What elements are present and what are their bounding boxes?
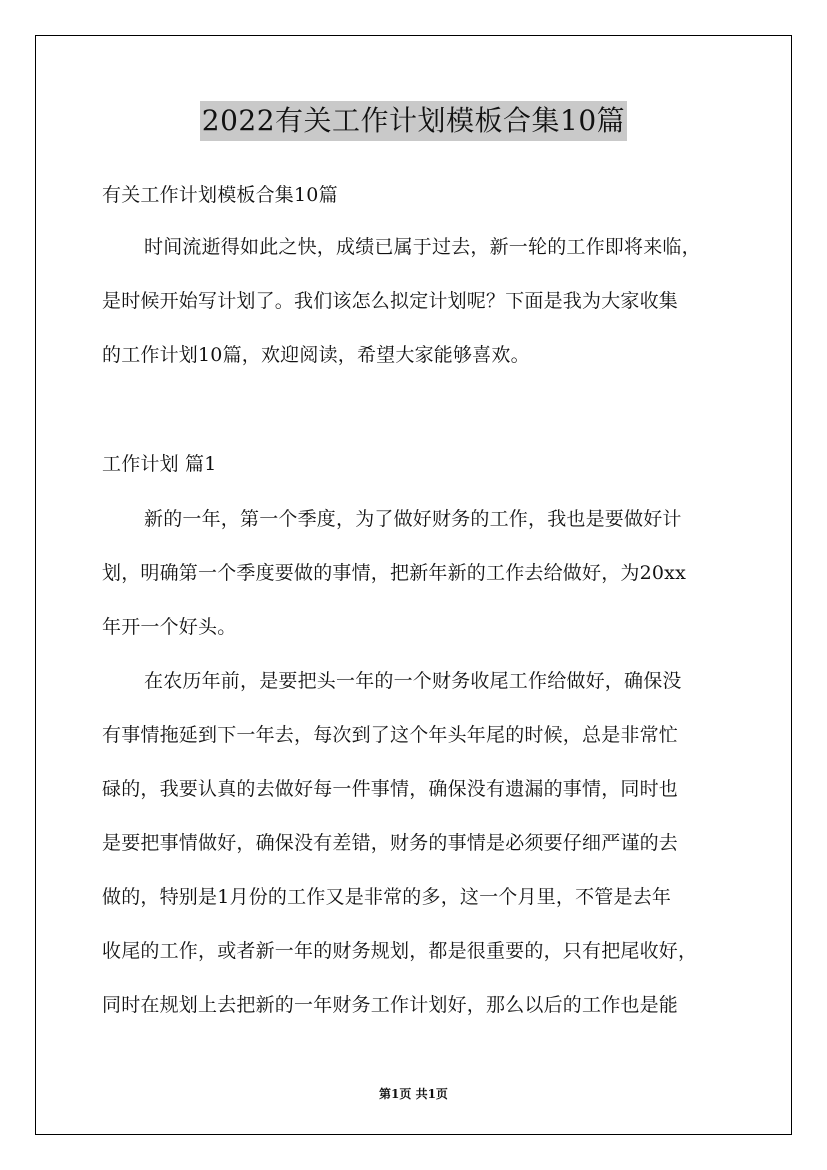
para2-line-1: 在农历年前，是要把头一年的一个财务收尾工作给做好，确保没 bbox=[144, 670, 682, 692]
para2-line-3: 碌的，我要认真的去做好每一件事情，确保没有遗漏的事情，同时也 bbox=[102, 778, 679, 800]
document-title: 2022有关工作计划模板合集10篇 bbox=[200, 101, 627, 141]
title-container bbox=[0, 101, 827, 141]
para1-line-2: 划，明确第一个季度要做的事情，把新年新的工作去给做好，为20xx bbox=[102, 562, 687, 584]
para1-line-3: 年开一个好头。 bbox=[102, 616, 237, 638]
section-heading: 工作计划 篇1 bbox=[102, 453, 217, 475]
intro-line-1: 时间流逝得如此之快，成绩已属于过去，新一轮的工作即将来临， bbox=[144, 236, 701, 258]
para2-line-7: 同时在规划上去把新的一年财务工作计划好，那么以后的工作也是能 bbox=[102, 994, 679, 1016]
intro-line-2: 是时候开始写计划了。我们该怎么拟定计划呢？下面是我为大家收集 bbox=[102, 290, 679, 312]
para2-line-4: 是要把事情做好，确保没有差错，财务的事情是必须要仔细严谨的去 bbox=[102, 832, 679, 854]
para1-line-1: 新的一年，第一个季度，为了做好财务的工作，我也是要做好计 bbox=[144, 508, 682, 530]
para2-line-6: 收尾的工作，或者新一年的财务规划，都是很重要的，只有把尾收好， bbox=[102, 940, 698, 962]
document-subtitle: 有关工作计划模板合集10篇 bbox=[102, 184, 338, 206]
page-number-footer: 第1页 共1页 bbox=[379, 1087, 448, 1101]
intro-line-3: 的工作计划10篇，欢迎阅读，希望大家能够喜欢。 bbox=[102, 344, 530, 366]
para2-line-2: 有事情拖延到下一年去，每次到了这个年头年尾的时候，总是非常忙 bbox=[102, 724, 679, 746]
para2-line-5: 做的，特别是1月份的工作又是非常的多，这一个月里，不管是去年 bbox=[102, 886, 672, 908]
